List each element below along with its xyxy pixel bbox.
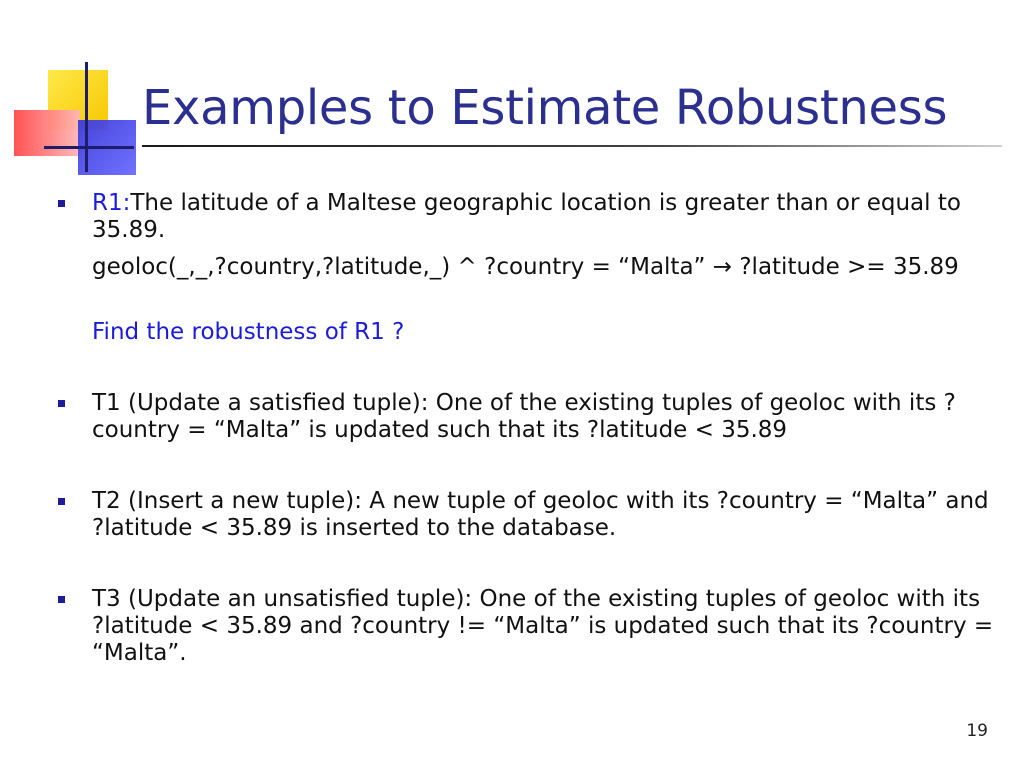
r1-label: R1: (92, 190, 131, 216)
t1-text: T1 (Update a satisfied tuple): One of the existing tuples of geoloc with its ?country = “Malta” is updated such that its ?latitude < 35.89 (92, 390, 956, 443)
logo-vertical-line (85, 62, 88, 172)
bullet-item-t3 (58, 586, 998, 667)
r1-definition (92, 190, 998, 244)
decorative-logo (0, 0, 140, 175)
square-bullet-icon (58, 596, 65, 603)
square-bullet-icon (58, 498, 65, 505)
slide-content (58, 190, 998, 667)
page-number: 19 (966, 721, 988, 741)
red-block-icon (14, 110, 80, 156)
square-bullet-icon (58, 400, 65, 407)
square-bullet-icon (58, 200, 65, 207)
r1-description: The latitude of a Maltese geographic location is greater than or equal to 35.89. (92, 190, 961, 243)
logo-horizontal-line (44, 146, 134, 149)
bullet-item-t2 (58, 488, 998, 542)
t2-text: T2 (Insert a new tuple): A new tuple of geoloc with its ?country = “Malta” and ?latitude < 35.89 is inserted to the database. (92, 488, 989, 541)
bullet-item-r1 (58, 190, 998, 346)
t3-text: T3 (Update an unsatisfied tuple): One of the existing tuples of geoloc with its ?latitude < 35.89 and ?country != “Malta” is updated such that its ?country = “Malta”. (92, 586, 994, 666)
title-underline (142, 145, 1002, 147)
slide-title: Examples to Estimate Robustness (142, 80, 948, 136)
r1-question: Find the robustness of R1 ? (92, 319, 405, 345)
bullet-item-t1 (58, 390, 998, 444)
r1-rule-expression: geoloc(_,_,?country,?latitude,_) ^ ?country = “Malta” → ?latitude >= 35.89 (92, 254, 959, 280)
